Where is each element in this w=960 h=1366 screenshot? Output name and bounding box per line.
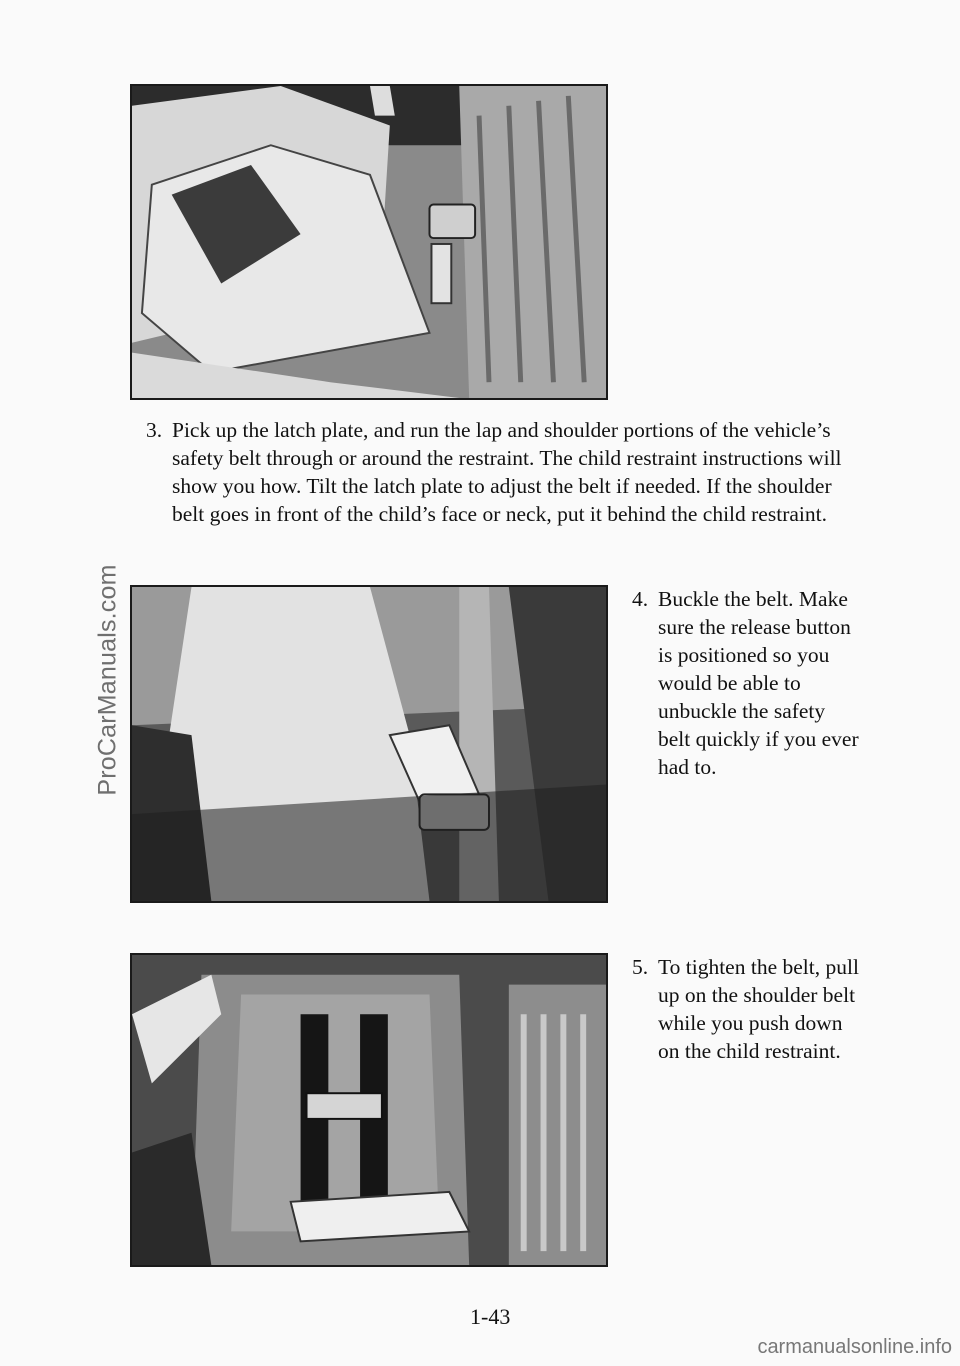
- step-number: 4.: [632, 587, 649, 611]
- step-text: Pick up the latch plate, and run the lap and shoulder portions of the vehicle’s safety belt through or around the restraint. The child restraint instructions will show you how. Tilt the latch plate to adjust the belt if needed. If the shoulder belt goes in front of the child’s face or neck, put it behind the child restraint.: [172, 418, 842, 526]
- step-number: 3.: [146, 418, 163, 442]
- child-restraint-latch-photo: [130, 84, 608, 400]
- buckle-belt-photo: [130, 585, 608, 903]
- tighten-belt-photo: [130, 953, 608, 1267]
- step-number: 5.: [632, 955, 649, 979]
- side-watermark: ProCarManuals.com: [93, 564, 122, 796]
- step-text: To tighten the belt, pull up on the shoulder belt while you push down on the child restraint.: [658, 955, 859, 1063]
- step-text: Buckle the belt. Make sure the release button is positioned so you would be able to unbuckle the safety belt quickly if you ever had to.: [658, 587, 859, 779]
- step-3: [146, 416, 846, 528]
- footer-watermark[interactable]: carmanualsonline.info: [757, 1336, 952, 1358]
- page-number: 1-43: [470, 1304, 511, 1329]
- step-5: [632, 953, 862, 1065]
- step-4: [632, 585, 862, 781]
